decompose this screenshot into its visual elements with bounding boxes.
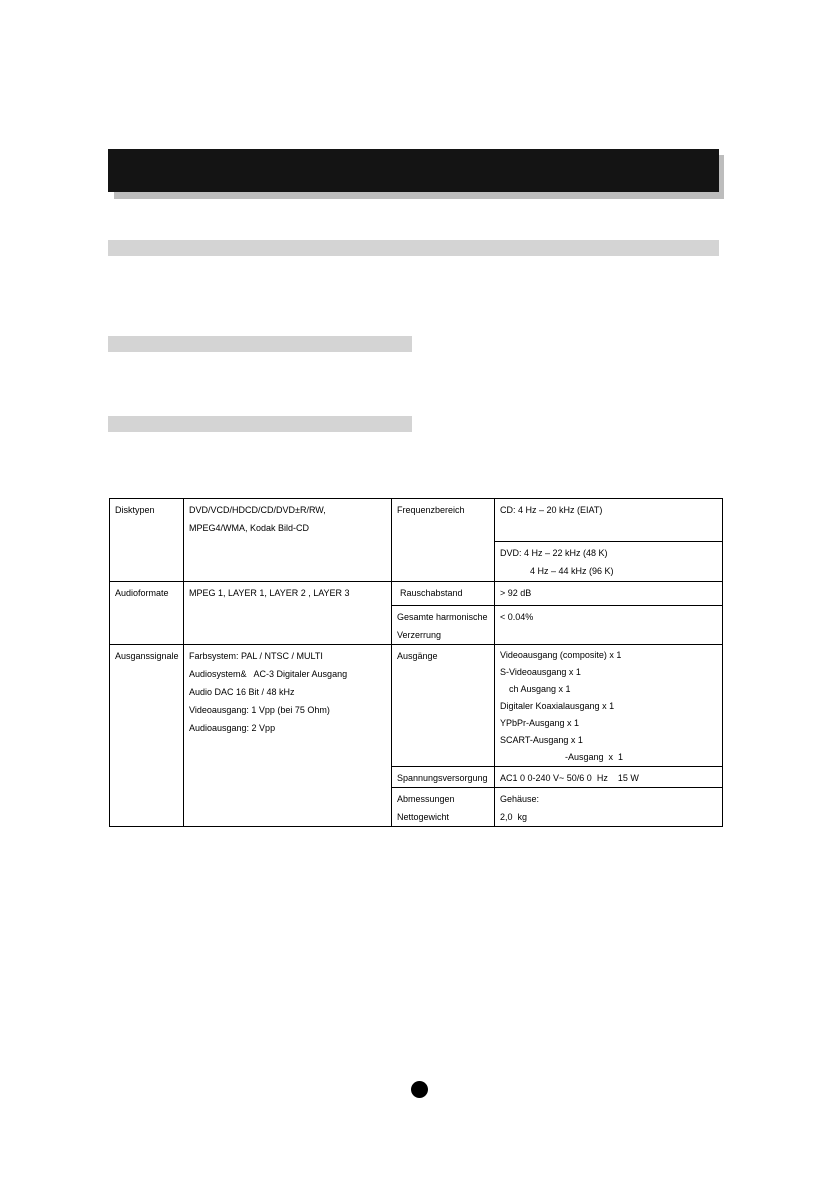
spec-label bbox=[392, 645, 495, 767]
spec-value bbox=[495, 767, 723, 788]
spec-label bbox=[110, 582, 184, 645]
spec-value-line: Audio DAC 16 Bit / 48 kHz bbox=[189, 687, 295, 697]
spec-value-line: MPEG4/WMA, Kodak Bild-CD bbox=[189, 523, 310, 533]
spec-value-line: SCART-Ausgang x 1 bbox=[500, 735, 583, 745]
spec-value bbox=[184, 582, 392, 645]
spec-label-text: Nettogewicht bbox=[397, 812, 450, 822]
spec-value-line: ch Ausgang x 1 bbox=[509, 684, 571, 694]
spec-value bbox=[495, 606, 723, 645]
spec-value bbox=[184, 645, 392, 827]
section-heading-bar bbox=[108, 416, 412, 432]
spec-value bbox=[495, 582, 723, 606]
spec-label bbox=[110, 499, 184, 582]
spec-label-text: Rauschabstand bbox=[400, 588, 463, 598]
specifications-table bbox=[109, 498, 723, 827]
spec-value-line: DVD: 4 Hz – 22 kHz (48 K) bbox=[500, 548, 608, 558]
page-number-dot bbox=[411, 1081, 428, 1098]
spec-value-line: Gehäuse: bbox=[500, 794, 540, 804]
spec-label-text: Disktypen bbox=[115, 505, 155, 515]
spec-label bbox=[110, 645, 184, 827]
spec-label-text: Abmessungen bbox=[397, 794, 455, 804]
spec-value-line: S-Videoausgang x 1 bbox=[500, 667, 581, 677]
spec-value-line: DVD/VCD/HDCD/CD/DVD±R/RW, bbox=[189, 505, 326, 515]
section-heading-bar bbox=[108, 336, 412, 352]
spec-label-text: Frequenzbereich bbox=[397, 505, 465, 515]
spec-value bbox=[495, 645, 723, 767]
spec-value-line: Videoausgang (composite) x 1 bbox=[500, 650, 622, 660]
section-heading-bar bbox=[108, 240, 719, 256]
spec-label-text: Spannungsversorgung bbox=[397, 773, 488, 783]
spec-label bbox=[392, 767, 495, 788]
spec-value bbox=[495, 542, 723, 582]
spec-value bbox=[495, 499, 723, 542]
spec-label-text: Ausgänge bbox=[397, 651, 438, 661]
spec-label bbox=[392, 499, 495, 582]
spec-value-line: 2,0 kg bbox=[500, 812, 528, 822]
spec-value-line: MPEG 1, LAYER 1, LAYER 2 , LAYER 3 bbox=[189, 588, 350, 598]
spec-value-line: 4 Hz – 44 kHz (96 K) bbox=[530, 566, 614, 576]
spec-value-line: -Ausgang x 1 bbox=[565, 752, 624, 762]
spec-value-line: < 0.04% bbox=[500, 612, 534, 622]
spec-value-line: Farbsystem: PAL / NTSC / MULTI bbox=[189, 651, 323, 661]
spec-label bbox=[392, 788, 495, 827]
spec-value-line: Videoausgang: 1 Vpp (bei 75 Ohm) bbox=[189, 705, 330, 715]
spec-label-text: Gesamte harmonische bbox=[397, 612, 488, 622]
spec-label bbox=[392, 582, 495, 606]
spec-value-line: YPbPr-Ausgang x 1 bbox=[500, 718, 580, 728]
spec-value-line: > 92 dB bbox=[500, 588, 532, 598]
spec-value bbox=[495, 788, 723, 827]
spec-value-line: CD: 4 Hz – 20 kHz (EIAT) bbox=[500, 505, 603, 515]
spec-value bbox=[184, 499, 392, 582]
spec-label-text: Verzerrung bbox=[397, 630, 442, 640]
spec-label-text: Audioformate bbox=[115, 588, 169, 598]
spec-label bbox=[392, 606, 495, 645]
spec-value-line: Digitaler Koaxialausgang x 1 bbox=[500, 701, 615, 711]
spec-value-line: Audiosystem& AC-3 Digitaler Ausgang bbox=[189, 669, 348, 679]
spec-value-line: Audioausgang: 2 Vpp bbox=[189, 723, 276, 733]
spec-label-text: Ausganssignale bbox=[115, 651, 179, 661]
spec-value-line: AC1 0 0-240 V~ 50/6 0 Hz 15 W bbox=[500, 773, 639, 783]
title-bar bbox=[108, 149, 719, 192]
